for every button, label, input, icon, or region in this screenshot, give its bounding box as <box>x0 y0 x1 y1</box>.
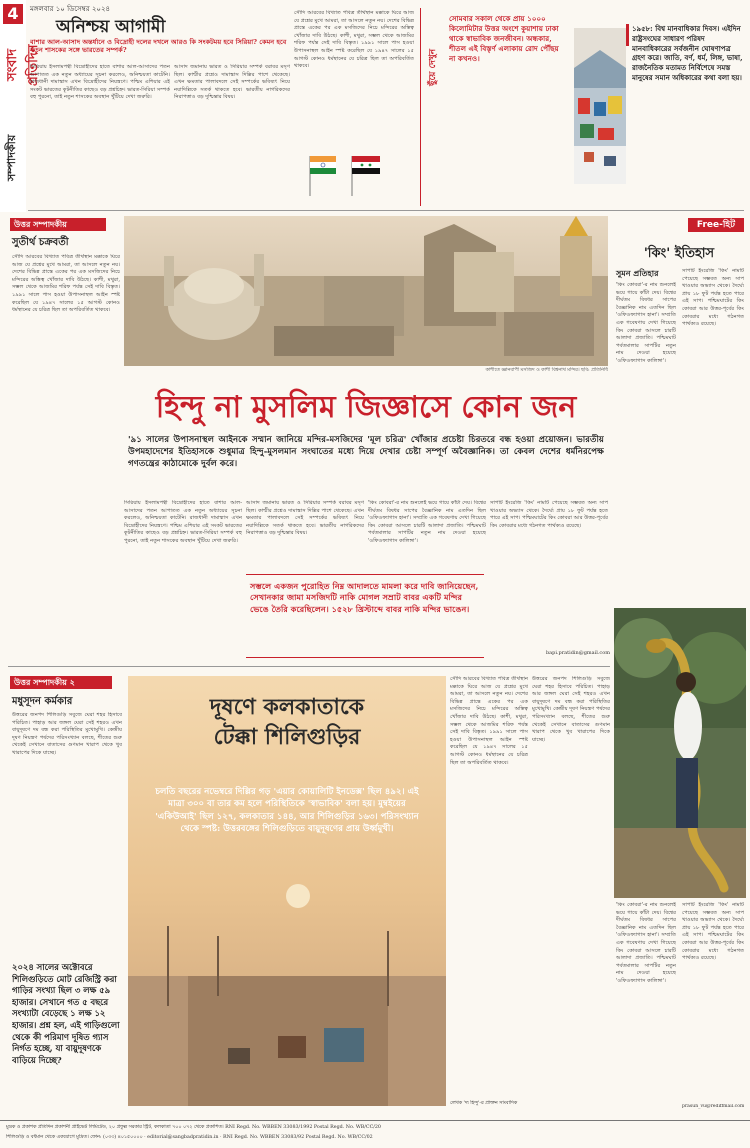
story2-author-note: লেখক 'দ্য হিন্দু'-র প্রাক্তন সাংবাদিক <box>450 1101 518 1106</box>
date-line: মঙ্গলবার ১০ ডিসেম্বর ২০২৪ <box>30 5 111 13</box>
editorial-body-2: আসাদ জমানায় ভারত ও সিরিয়ার সম্পর্ক বরাবর মসৃণ ছিল। কাশ্মীর প্রশ্নেও দামাস্কাস দিল্লির পাশে থেকেছে। এখন ক্ষমতার পালাবদলে সেই সম্পর্কের ভবিষ্যৎ নিয়ে নয়াদিল্লিকে সতর্ক থাকতে হবে। ভারতীয় নাগরিকদের নিরাপত্তাও বড় দুশ্চিন্তার বিষয়। <box>174 64 290 101</box>
story1-body: সৌদি আরবের বিখ্যাত পবিত্র তীর্থস্থান মক্কাকে ঘিরে আজ যে প্রশ্নের মুখে আমরা, তা আসলে নতুন নয়। দেশের বিভিন্ন প্রান্তে একের পর এক মসজিদের নিচে মন্দিরের অস্তিত্ব খোঁজার দাবি উঠছে। কাশী, মথুরা, সম্ভল থেকে আজমির শরিফ পর্যন্ত সেই দাবি বিস্তৃত। ১৯৯১ সালে পাস হওয়া উপাসনাস্থল আইন স্পষ্ট করেছিল যে ১৯৪৭ সালের ১৫ আগস্ট কোনও ধর্মস্থানের যে চরিত্র ছিল তা অপরিবর্তিত থাকবে। <box>12 254 120 314</box>
story1-col-c: 'কিং কোবরা'-র নাম শুনলেই ভয়ে গায়ে কাঁটা দেয়। বিশ্বের দীর্ঘতম বিষধর সাপের বৈজ্ঞানিক নাম এতদিন ছিল 'ওফিওফ্যাগাস হানা'। সম্প্রতি এক গবেষণায় দেখা গিয়েছে কিং কোবরা আসলে চারটি আলাদা প্রজাতি। পশ্চিমঘাট পর্বতমালার সাপটির নতুন নাম দেওয়া হয়েছে 'ওফিওফ্যাগাস কালিঙ্গা'। <box>368 500 486 544</box>
section-vertical: সম্পাদকীয় <box>5 134 18 182</box>
story1-email: bapi.pratidin@gmail.com <box>545 650 610 656</box>
editorial-body-3: সৌদি আরবের বিখ্যাত পবিত্র তীর্থস্থান মক্কাকে ঘিরে আজ যে প্রশ্নের মুখে আমরা, তা আসলে নতুন নয়। দেশের বিভিন্ন প্রান্তে একের পর এক মসজিদের নিচে মন্দিরের অস্তিত্ব খোঁজার দাবি উঠছে। কাশী, মথুরা, সম্ভল থেকে আজমির শরিফ পর্যন্ত সেই দাবি বিস্তৃত। ১৯৯১ সালে পাস হওয়া উপাসনাস্থল আইন স্পষ্ট করেছিল যে ১৯৪৭ সালের ১৫ আগস্ট কোনও ধর্মস্থানের যে চরিত্র ছিল তা অপরিবর্তিত থাকবে। <box>294 10 414 70</box>
story2-author: মধুসূদন কর্মকার <box>12 696 73 707</box>
note-box <box>420 8 570 206</box>
note-tag: ছুঁয়ে দেখুন <box>428 48 438 86</box>
column-signature: prasun_vu@rediffmail.com <box>682 1104 744 1109</box>
divider-top <box>28 210 744 211</box>
footer-line-1: মুদ্রক ও প্রকাশক প্রতিদিন প্রকাশনী প্রাইভেট লিমিটেড, ২০ প্রফুল্ল সরকার স্ট্রিট, কলকাতা ৭০০ ০৭২ থেকে প্রকাশিত। RNI Regd. No. WBBEN 33083/1992 Postal Regd. No. WB/CC/20 <box>6 1125 381 1130</box>
king-cobra-photo <box>614 608 746 898</box>
editorial-body: সিরিয়ায় ইসলামপন্থী বিদ্রোহীদের হাতে বাশার আল-আসাদের পতন আপাতত এক নতুন অধ্যায়ের সূচনা করলেও, অনিশ্চয়তা কাটেনি। রাজধানী দামাস্কাস এখন বিদ্রোহীদের নিয়ন্ত্রণে। পশ্চিম এশিয়ার এই সংকট ভারতের কূটনীতির কাছেও বড় প্রশ্নচিহ্ন। ভারত-সিরিয়া সম্পর্ক বহু পুরনো, তাই নতুন শাসকের অবস্থান খুঁটিয়ে দেখা জরুরি। <box>30 64 170 101</box>
story1-pullquote: সম্ভলে একজন পুরোহিত নিম্ন আদালতে মামলা করে দাবি জানিয়েছেন, সেখানকার জামা মসজিদটি নাকি মোগল সম্রাট বাবর একটি মন্দির ভেঙে তৈরি করেছিলেন। ১৫২৮ খ্রিস্টাব্দে বাবর নাকি মন্দির ভাঙেন। <box>246 574 484 658</box>
story2-col-right-1: সৌদি আরবের বিখ্যাত পবিত্র তীর্থস্থান মক্কাকে ঘিরে আজ যে প্রশ্নের মুখে আমরা, তা আসলে নতুন নয়। দেশের বিভিন্ন প্রান্তে একের পর এক মসজিদের নিচে মন্দিরের অস্তিত্ব খোঁজার দাবি উঠছে। কাশী, মথুরা, সম্ভল থেকে আজমির শরিফ পর্যন্ত সেই দাবি বিস্তৃত। ১৯৯১ সালে পাস হওয়া উপাসনাস্থল আইন স্পষ্ট করেছিল যে ১৯৪৭ সালের ১৫ আগস্ট কোনও ধর্মস্থানের যে চরিত্র ছিল তা অপরিবর্তিত থাকবে। <box>450 676 528 766</box>
page-number: 4 <box>3 4 23 24</box>
story2-col-right-2: উত্তরের জনপদ শিলিগুড়ি সবুজে ঘেরা শহর হিসাবে পরিচিত। পাহাড় আর জঙ্গল ঘেরা সেই শহরও এখন বায়ুদূষণে দম বন্ধ করা পরিস্থিতির মুখোমুখি। কেন্দ্রীয় দূষণ নিয়ন্ত্রণ পর্ষদের পরিসংখ্যান বলছে, শীতের শুরু থেকেই সেখানে বাতাসের গুণমান খারাপ থেকে খুব খারাপের দিকে যাচ্ছে। <box>532 676 610 743</box>
varanasi-aerial-photo <box>124 216 608 366</box>
column-tag: Free-হিট <box>688 218 744 232</box>
arctic-town-photo <box>574 28 626 184</box>
paper-vertical: সংবাদ প্রতিদিন <box>5 44 41 86</box>
column-title: 'কিং' ইতিহাস <box>643 246 715 261</box>
story1-col-b: আসাদ জমানায় ভারত ও সিরিয়ার সম্পর্ক বরাবর মসৃণ ছিল। কাশ্মীর প্রশ্নেও দামাস্কাস দিল্লির পাশে থেকেছে। এখন ক্ষমতার পালাবদলে সেই সম্পর্কের ভবিষ্যৎ নিয়ে নয়াদিল্লিকে সতর্ক থাকতে হবে। ভারতীয় নাগরিকদের নিরাপত্তাও বড় দুশ্চিন্তার বিষয়। <box>246 500 364 537</box>
story2-headline-line1: দূষণে কলকাতাকে <box>209 694 365 720</box>
story2-section-label: উত্তর সম্পাদকীয় ২ <box>10 676 112 689</box>
masthead-strip <box>0 0 41 212</box>
story1-col-a: সিরিয়ায় ইসলামপন্থী বিদ্রোহীদের হাতে বাশার আল-আসাদের পতন আপাতত এক নতুন অধ্যায়ের সূচনা করলেও, অনিশ্চয়তা কাটেনি। রাজধানী দামাস্কাস এখন বিদ্রোহীদের নিয়ন্ত্রণে। পশ্চিম এশিয়ার এই সংকট ভারতের কূটনীতির কাছেও বড় প্রশ্নচিহ্ন। ভারত-সিরিয়া সম্পর্ক বহু পুরনো, তাই নতুন শাসকের অবস্থান খুঁটিয়ে দেখা জরুরি। <box>124 500 242 544</box>
divider-footer <box>0 1120 750 1121</box>
column-body-3: 'কিং কোবরা'-র নাম শুনলেই ভয়ে গায়ে কাঁটা দেয়। বিশ্বের দীর্ঘতম বিষধর সাপের বৈজ্ঞানিক নাম এতদিন ছিল 'ওফিওফ্যাগাস হানা'। সম্প্রতি এক গবেষণায় দেখা গিয়েছে কিং কোবরা আসলে চারটি আলাদা প্রজাতি। পশ্চিমঘাট পর্বতমালার সাপটির নতুন নাম দেওয়া হয়েছে 'ওফিওফ্যাগাস কালিঙ্গা'। <box>616 902 676 984</box>
column-body-1: 'কিং কোবরা'-র নাম শুনলেই ভয়ে গায়ে কাঁটা দেয়। বিশ্বের দীর্ঘতম বিষধর সাপের বৈজ্ঞানিক নাম এতদিন ছিল 'ওফিওফ্যাগাস হানা'। সম্প্রতি এক গবেষণায় দেখা গিয়েছে কিং কোবরা আসলে চারটি আলাদা প্রজাতি। পশ্চিমঘাট পর্বতমালার সাপটির নতুন নাম দেওয়া হয়েছে 'ওফিওফ্যাগাস কালিঙ্গা'। <box>616 282 676 364</box>
story1-col-d: সাপটি ইংরেজি 'কিং' নামটি পেয়েছে সম্ভবত অন্য সাপ খাওয়ার অভ্যাস থেকে। দৈর্ঘ্যে প্রায় ১৮ ফুট পর্যন্ত হতে পারে এই সাপ। পশ্চিমঘাটের কিং কোবরা আর উত্তর-পূর্বের কিং কোবরার মধ্যে গঠনগত পার্থক্যও রয়েছে। <box>490 500 608 529</box>
divider-mid <box>8 666 610 667</box>
column-author: সুমন প্রতিহার <box>616 268 659 278</box>
column-body-2: সাপটি ইংরেজি 'কিং' নামটি পেয়েছে সম্ভবত অন্য সাপ খাওয়ার অভ্যাস থেকে। দৈর্ঘ্যে প্রায় ১৮ ফুট পর্যন্ত হতে পারে এই সাপ। পশ্চিমঘাটের কিং কোবরা আর উত্তর-পূর্বের কিং কোবরার মধ্যে গঠনগত পার্থক্যও রয়েছে। <box>682 268 744 328</box>
story1-headline: হিন্দু না মুসলিম জিজ্ঞাসে কোন জন <box>155 390 577 425</box>
story2-body: উত্তরের জনপদ শিলিগুড়ি সবুজে ঘেরা শহর হিসাবে পরিচিত। পাহাড় আর জঙ্গল ঘেরা সেই শহরও এখন বায়ুদূষণে দম বন্ধ করা পরিস্থিতির মুখোমুখি। কেন্দ্রীয় দূষণ নিয়ন্ত্রণ পর্ষদের পরিসংখ্যান বলছে, শীতের শুরু থেকেই সেখানে বাতাসের গুণমান খারাপ থেকে খুব খারাপের দিকে যাচ্ছে। <box>12 712 122 756</box>
editorial-lead: বাশার আল-আসাদ অন্তর্ধানে ও বিদ্রোহী দলের দখলে আরও কি সংকটময় হবে সিরিয়া? কেমন হবে নতুন শাসকের সঙ্গে ভারতের সম্পর্ক? <box>30 38 287 54</box>
story2-callout: ২০২৪ সালের অক্টোবরে শিলিগুড়িতে মোট রেজিস্ট্রি করা গাড়ির সংখ্যা ছিল ৩ লক্ষ ৫৯ হাজার। সেখানে গত ৫ বছরে সংখ্যাটা বেড়েছে ১ লক্ষ ১২ হাজার। প্রশ্ন হল, এই গাড়িগুলো থেকে কী পরিমাণ দূষিত গ্যাস নির্গত হচ্ছে, যা বায়ুদূষণকে বাড়িয়ে দিচ্ছে? <box>12 962 120 1065</box>
story2-headline-line2: টেক্কা শিলিগুড়ির <box>213 724 361 750</box>
story1-image-caption: কাশীতে জ্ঞানবাপী মসজিদ ও কাশী বিশ্বনাথ মন্দির। ছবি: প্রতিনিধি <box>485 368 608 373</box>
story2-overlay: চলতি বছরের নভেম্বরে দিল্লির গড় 'এয়ার কোয়ালিটি ইনডেক্স' ছিল ৪৯২। এই মাত্রা ৩০০ বা তার কম হলে পরিস্থিতিকে 'স্বাভাবিক' বলা হয়। মুম্বইয়ের 'একিউআই' ছিল ১২৭, কলকাতার ১৪৪, আর শিলিগুড়ির ১৬৩। পরিসংখ্যান থেকে স্পষ্ট: উত্তরবঙ্গের শিলিগুড়িতে বায়ুদূষণের প্রায় উর্ধ্বমুখী। <box>155 787 419 835</box>
story1-section-label: উত্তর সম্পাদকীয় <box>10 218 106 231</box>
story1-standfirst: '৯১ সালের উপাসনাস্থল আইনকে সম্মান জানিয়ে মন্দির-মসজিদের 'মূল চরিত্র' খোঁজার প্রচেষ্টা চিরতরে বন্ধ হওয়া প্রয়োজন। ভারতীয় উপমহাদেশের ইতিহাসকে শুধুমাত্র হিন্দু-মুসলমান সংঘাতের মধ্যে দিয়ে দেখার চেষ্টা সম্পূর্ণ অবৈজ্ঞানিক। তা কেবল দেশের ধর্মনিরপেক্ষ গণতন্ত্রের কাঠামোকে দুর্বল করে। <box>128 435 604 469</box>
column-body-4: সাপটি ইংরেজি 'কিং' নামটি পেয়েছে সম্ভবত অন্য সাপ খাওয়ার অভ্যাস থেকে। দৈর্ঘ্যে প্রায় ১৮ ফুট পর্যন্ত হতে পারে এই সাপ। পশ্চিমঘাটের কিং কোবরা আর উত্তর-পূর্বের কিং কোবরার মধ্যে গঠনগত পার্থক্যও রয়েছে। <box>682 902 744 962</box>
note-text: সোমবার সকাল থেকে প্রায় ১০০০ কিলোমিটার উত্তর অংশে কুয়াশায় ঢাকা থাকে স্বাভাবিক জনজীবন। অন্ধকার, শীতল এই বিস্তৃর্ণ এলাকায় রোদ পৌঁছয় না কখনও। <box>449 14 559 63</box>
flags-illustration <box>300 148 388 198</box>
footer-line-2: শিলিগুড়ি ও বর্ধমান থেকে একযোগে মুদ্রিত। ফোন: (০৩৩) ৪০১৫০০০০ · editorial@sangbadpratidin.in · RNI Regd. No. WBBEN 33083/92 Postal Regd. No. WB/CC/02 <box>6 1135 373 1140</box>
right-note: ১৯৫৮: বিশ্ব মানবাধিকার দিবস। এইদিন রাষ্ট্রসংঘের সাধারণ পরিষদ মানবাধিকারের সর্বজনীন ঘোষণাপত্র গ্রহণ করে। জাতি, বর্ণ, ধর্ম, লিঙ্গ, ভাষা, রাজনৈতিক মতামত নির্বিশেষে সমস্ত মানুষের সমান অধিকারের কথা বলা হয়। <box>632 24 743 82</box>
editorial-title: অনিশ্চয় আগামী <box>56 17 166 37</box>
story1-author: সুতীর্থ চক্রবর্তী <box>12 237 69 248</box>
right-note-marker <box>626 24 629 46</box>
